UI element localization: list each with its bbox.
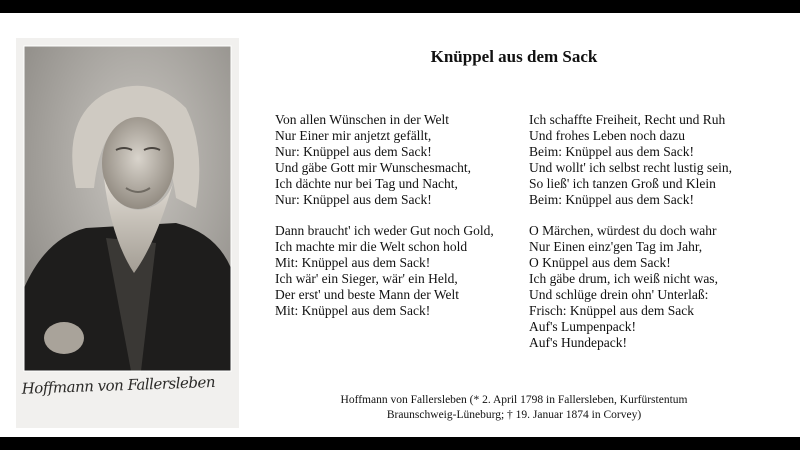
poem-line: O Märchen, würdest du doch wahr [529,223,717,238]
stanza [275,223,494,319]
poem-line: Nur Einen einz'gen Tag im Jahr, [529,239,703,254]
poem-line: Mit: Knüppel aus dem Sack! [275,255,431,270]
poem-line: Ich schaffte Freiheit, Recht und Ruh [529,112,726,127]
poem-line: Mit: Knüppel aus dem Sack! [275,303,431,318]
poem-line: Auf's Hundepack! [529,335,628,350]
poem-title: Knüppel aus dem Sack [430,47,598,66]
poem-line: Und frohes Leben noch dazu [529,128,685,143]
poem-line: Ich wär' ein Sieger, wär' ein Held, [275,271,458,286]
poem-line: O Knüppel aus dem Sack! [529,255,671,270]
poem-line: Auf's Lumpenpack! [529,319,637,334]
credit-line-1: Hoffmann von Fallersleben (* 2. April 1798 in Fallersleben, Kurfürstentum [340,394,688,406]
poem-line: Der erst' und beste Mann der Welt [275,287,460,302]
poem-line: Ich dächte nur bei Tag und Nacht, [275,176,458,191]
poem-line: Beim: Knüppel aus dem Sack! [529,144,694,159]
slide [0,13,800,437]
poem-line: Nur Einer mir anjetzt gefällt, [275,128,432,143]
poem-column-right [529,112,732,366]
poem-line: Von allen Wünschen in der Welt [275,112,450,127]
poem-line: Dann braucht' ich weder Gut noch Gold, [275,223,494,238]
poem-line: Nur: Knüppel aus dem Sack! [275,192,432,207]
poem-line: Und schlüge drein ohn' Unterlaß: [529,287,709,302]
poem-line: Ich machte mir die Welt schon hold [275,239,468,254]
credit-line-2: Braunschweig-Lüneburg; † 19. Januar 1874 in Corvey) [386,409,642,421]
poem-line: Beim: Knüppel aus dem Sack! [529,192,694,207]
poem-line: Nur: Knüppel aus dem Sack! [275,144,432,159]
author-credit [300,393,728,423]
stanza [529,112,732,208]
author-portrait [16,38,239,428]
poem-line: Und wollt' ich selbst recht lustig sein, [529,160,733,175]
poem-line: Und gäbe Gott mir Wunschesmacht, [275,160,472,175]
stanza [529,223,732,351]
signature: Hoffmann von Fallersleben [21,372,216,398]
poem-line: So ließ' ich tanzen Groß und Klein [529,176,716,191]
portrait-photo [16,38,239,428]
poem-line: Frisch: Knüppel aus dem Sack [529,303,694,318]
poem-line: Ich gäbe drum, ich weiß nicht was, [529,271,718,286]
stanza [275,112,494,208]
poem-column-left [275,112,494,334]
